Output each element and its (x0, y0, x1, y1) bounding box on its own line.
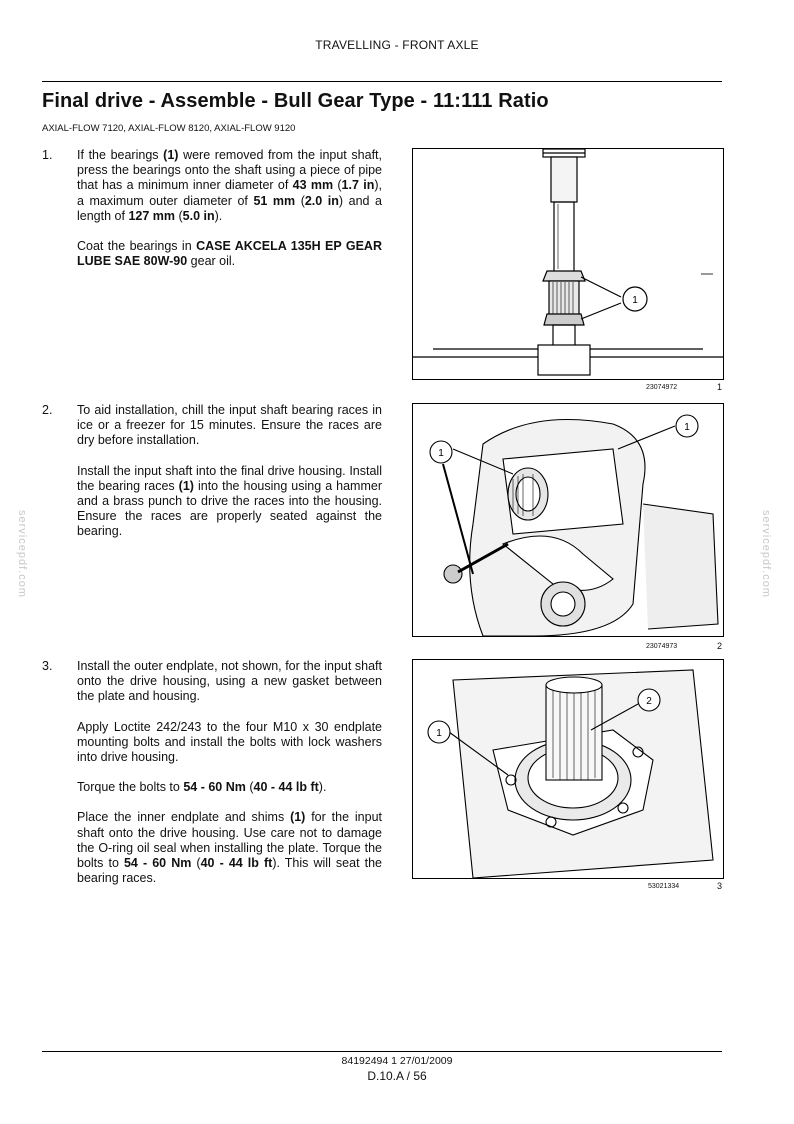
figure-1-illustration (413, 149, 723, 379)
model-list: AXIAL-FLOW 7120, AXIAL-FLOW 8120, AXIAL-FLOW 9120 (42, 123, 296, 134)
step-paragraph: Coat the bearings in CASE AKCELA 135H EP GEAR LUBE SAE 80W-90 gear oil. (77, 239, 382, 269)
figure-ref: 53021334 (648, 883, 680, 890)
callout-label: 1 (436, 728, 442, 739)
step-text (77, 148, 382, 284)
step-paragraph: If the bearings (1) were removed from the input shaft, press the bearings onto the shaft using a piece of pipe that has a minimum inner diameter of 43 mm (1.7 in), a maximum outer diameter of 51 mm (2.0 in) and a length of 127 mm (5.0 in). (77, 148, 382, 223)
section-header: TRAVELLING - FRONT AXLE (315, 38, 479, 52)
figure-ref: 23074972 (646, 384, 678, 391)
page-title: Final drive - Assemble - Bull Gear Type - 11:111 Ratio (42, 90, 549, 112)
callout-label: 1 (438, 448, 444, 459)
callout-label: 1 (684, 422, 690, 433)
figure-2 (412, 403, 724, 637)
step-text (77, 403, 382, 555)
figure-3 (412, 659, 724, 879)
figure-number: 3 (717, 881, 723, 891)
step-paragraph: Install the input shaft into the final drive housing. Install the bearing races (1) into the housing using a hammer and a brass punch to drive the races into the housing. Ensure the races are properly seated against the bearing. (77, 463, 382, 539)
watermark-right: servicepdf.com (760, 510, 772, 598)
figure-number: 1 (717, 382, 723, 392)
step-paragraph: Install the outer endplate, not shown, for the input shaft onto the drive housing, using a new gasket between the plate and housing. (77, 659, 382, 704)
footer-rule (42, 1051, 722, 1052)
step-paragraph: Torque the bolts to 54 - 60 Nm (40 - 44 lb ft). (77, 780, 327, 795)
figure-2-illustration (413, 404, 723, 636)
header-rule (42, 81, 722, 82)
step-number: 1. (42, 148, 53, 162)
figure-ref: 23074973 (646, 643, 678, 650)
step-paragraph: Apply Loctite 242/243 to the four M10 x 30 endplate mounting bolts and install the bolts with lock washers into drive housing. (77, 719, 382, 765)
step-number: 2. (42, 403, 53, 417)
step-paragraph: To aid installation, chill the input shaft bearing races in ice or a freezer for 15 minutes. Ensure the races are dry before installation. (77, 403, 382, 448)
step-text (77, 659, 382, 901)
page-number: D.10.A / 56 (367, 1069, 427, 1083)
step-number: 3. (42, 659, 53, 673)
document-reference: 84192494 1 27/01/2009 (341, 1055, 453, 1067)
watermark-left: servicepdf.com (16, 510, 28, 598)
callout-label: 2 (646, 696, 652, 707)
callout-label: 1 (632, 295, 638, 306)
step-paragraph: Place the inner endplate and shims (1) for the input shaft onto the drive housing. Use care not to damage the O-ring oil seal when installing the plate. Torque the bolts to 54 - 60 Nm (40 - 44 lb ft). This will seat the bearing races. (77, 810, 383, 886)
figure-1 (412, 148, 724, 380)
figure-number: 2 (717, 641, 723, 651)
figure-3-illustration (413, 660, 723, 878)
